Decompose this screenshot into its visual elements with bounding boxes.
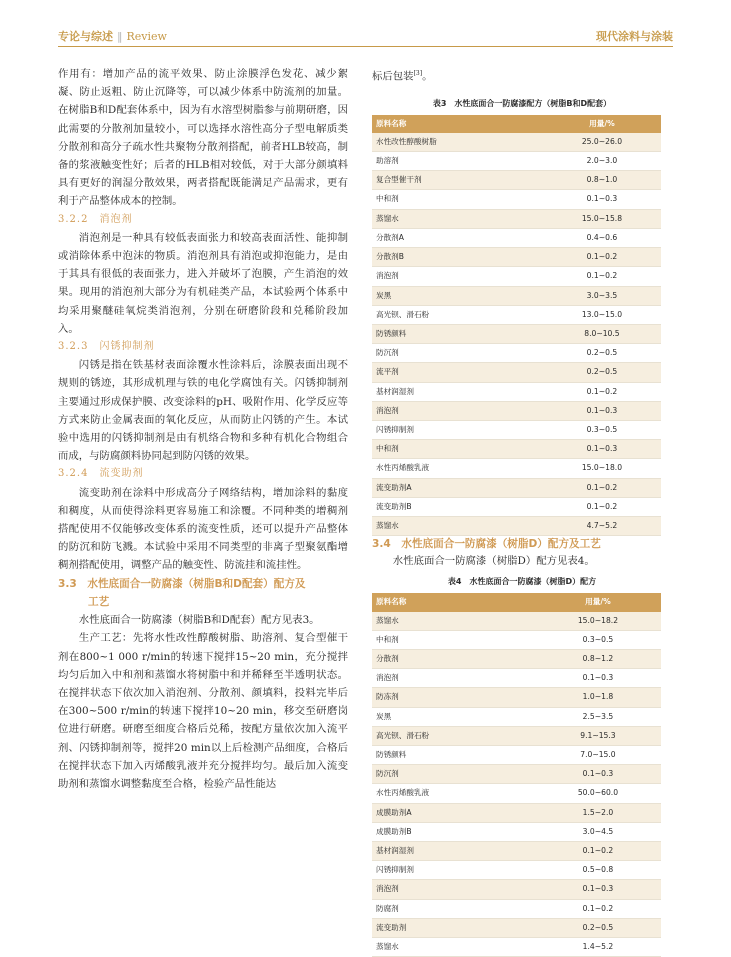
table-row xyxy=(372,861,661,880)
table4-amount-cell: 0.1~0.3 xyxy=(479,765,661,784)
table3-material-cell: 蒸馏水 xyxy=(372,516,487,535)
table-row xyxy=(372,286,661,305)
left-column xyxy=(58,65,348,793)
table4-material-cell: 高光钡、滑石粉 xyxy=(372,726,479,745)
table3-amount-cell: 0.1~0.2 xyxy=(487,267,661,286)
table-row xyxy=(372,516,661,535)
table-row xyxy=(372,133,661,152)
table-row xyxy=(372,612,661,631)
table4-material-cell: 防冻剂 xyxy=(372,688,479,707)
table3-material-cell: 中和剂 xyxy=(372,190,487,209)
table-row xyxy=(372,803,661,822)
table-row xyxy=(372,267,661,286)
table3-material-cell: 基材润湿剂 xyxy=(372,382,487,401)
table-row xyxy=(372,880,661,899)
table3-material-cell: 流变助剂A xyxy=(372,478,487,497)
table3-header-row xyxy=(372,115,661,133)
table4-amount-cell: 0.1~0.3 xyxy=(479,669,661,688)
table4-amount-cell: 50.0~60.0 xyxy=(479,784,661,803)
table4-material-cell: 水性丙烯酸乳液 xyxy=(372,784,479,803)
table3-amount-cell: 0.1~0.2 xyxy=(487,478,661,497)
table3-material-cell: 炭黑 xyxy=(372,286,487,305)
table3-amount-cell: 0.1~0.3 xyxy=(487,190,661,209)
packaging-text: 标后包装 xyxy=(372,70,414,83)
table4-amount-cell: 0.5~0.8 xyxy=(479,861,661,880)
table3-col-material: 原料名称 xyxy=(372,115,487,133)
table-row xyxy=(372,440,661,459)
table4-amount-cell: 0.2~0.5 xyxy=(479,918,661,937)
table4-amount-cell: 1.0~1.8 xyxy=(479,688,661,707)
table4-material-cell: 流变助剂 xyxy=(372,918,479,937)
section-3-3-title-cont: 工艺 xyxy=(88,595,110,608)
table-row xyxy=(372,382,661,401)
table-row xyxy=(372,171,661,190)
paragraph-table4-ref: 水性底面合一防腐漆（树脂D）配方见表4。 xyxy=(392,555,595,568)
subsection-3-2-2: 3.2.2 消泡剂 xyxy=(58,213,133,225)
table4-amount-cell: 0.3~0.5 xyxy=(479,630,661,649)
table-row xyxy=(372,630,661,649)
table-row xyxy=(372,420,661,439)
table3-material-cell: 防锈颜料 xyxy=(372,324,487,343)
table4-caption: 表4 水性底面合一防腐漆（树脂D）配方 xyxy=(447,577,597,587)
table4-material-cell: 消泡剂 xyxy=(372,880,479,899)
table3-amount-cell: 0.2~0.5 xyxy=(487,344,661,363)
table4-material-cell: 基材润湿剂 xyxy=(372,841,479,860)
table4-amount-cell: 0.1~0.3 xyxy=(479,880,661,899)
table-row xyxy=(372,938,661,957)
table-row xyxy=(372,669,661,688)
table3-material-cell: 高光钡、滑石粉 xyxy=(372,305,487,324)
section-separator: ‖ xyxy=(117,30,123,43)
table-row xyxy=(372,152,661,171)
table3-amount-cell: 15.0~18.0 xyxy=(487,459,661,478)
table3-material-cell: 流平剂 xyxy=(372,363,487,382)
section-3-3-title: 3.3 水性底面合一防腐漆（树脂B和D配套）配方及 xyxy=(58,577,306,590)
paragraph-flash-rust: 闪锈是指在铁基材表面涂覆水性涂料后，涂膜表面出现不规则的锈迹，其形成机理与铁的电化学腐蚀有关。闪锈抑制剂主要通过形成保护膜、改变涂料的pH、吸附作用、化学反应等方式来防止金属表面的氧化反应，从而防止闪锈的产生。本试验中选用的闪锈抑制剂是由有机络合物和多种有机化合物组合而成，与防腐颜料协同起到防闪锈的效果。 xyxy=(58,359,348,463)
table4-material-cell: 蒸馏水 xyxy=(372,938,479,957)
table3-material-cell: 水性改性醇酸树脂 xyxy=(372,133,487,152)
table3-material-cell: 闪锈抑制剂 xyxy=(372,420,487,439)
paragraph-defoamer: 消泡剂是一种具有较低表面张力和较高表面活性、能抑制或消除体系中泡沫的物质。消泡剂具有消泡或抑泡能力，是由于其具有很低的表面张力，进入并破坏了泡膜，产生消泡的效果。现用的消泡剂大部分为有机硅类产品，本试验两个体系中均采用聚醚硅氧烷类消泡剂，分别在研磨阶段和兑稀阶段加入。 xyxy=(58,231,348,335)
table-row xyxy=(372,765,661,784)
subsection-3-2-3: 3.2.3 闪锈抑制剂 xyxy=(58,341,155,353)
table3-amount-cell: 0.1~0.3 xyxy=(487,440,661,459)
table3-amount-cell: 8.0~10.5 xyxy=(487,324,661,343)
table4-amount-cell: 0.8~1.2 xyxy=(479,649,661,668)
table4-material-cell: 防锈颜料 xyxy=(372,745,479,764)
paragraph-process: 生产工艺：先将水性改性醇酸树脂、助溶剂、复合型催干剂在800~1 000 r/min的转速下搅拌15~20 min，充分搅拌均匀后加入中和剂和蒸馏水将树脂中和并稀释至半透明状态。在搅拌状态下依次加入消泡剂、分散剂、颜填料，投料完毕后在300~500 r/min的转速下搅拌10~20 min，移交至研磨岗位进行研磨。研磨至细度合格后兑稀，按配方量依次加入流平剂、闪锈抑制剂等，搅拌20 min以上后检测产品细度，合格后在搅拌状态下加入丙烯酸乳液并充分搅拌均匀。最后加入流变助剂和蒸馏水调整黏度至合格，检验产品性能达 xyxy=(58,632,348,790)
table3-material-cell: 消泡剂 xyxy=(372,401,487,420)
table-row xyxy=(372,190,661,209)
table3-amount-cell: 0.1~0.2 xyxy=(487,382,661,401)
table3-material-cell: 防沉剂 xyxy=(372,344,487,363)
table-row xyxy=(372,228,661,247)
table3-amount-cell: 0.1~0.3 xyxy=(487,401,661,420)
table3-material-cell: 蒸馏水 xyxy=(372,209,487,228)
table3-amount-cell: 13.0~15.0 xyxy=(487,305,661,324)
table3-body xyxy=(372,133,661,536)
journal-name: 现代涂料与涂装 xyxy=(596,30,673,43)
table-row xyxy=(372,305,661,324)
table3-material-cell: 分散剂B xyxy=(372,248,487,267)
section-label xyxy=(58,28,167,44)
table3-amount-cell: 0.4~0.6 xyxy=(487,228,661,247)
table-row xyxy=(372,324,661,343)
table-row xyxy=(372,745,661,764)
table3-amount-cell: 25.0~26.0 xyxy=(487,133,661,152)
page-header xyxy=(0,0,731,62)
right-column xyxy=(372,65,672,957)
table-row xyxy=(372,248,661,267)
reference-3: [3] xyxy=(413,70,423,77)
table3-col-amount: 用量/% xyxy=(487,115,661,133)
table3-amount-cell: 4.7~5.2 xyxy=(487,516,661,535)
table3-amount-cell: 0.1~0.2 xyxy=(487,248,661,267)
table3-material-cell: 流变助剂B xyxy=(372,497,487,516)
table4-amount-cell: 3.0~4.5 xyxy=(479,822,661,841)
table-row xyxy=(372,401,661,420)
paragraph-dispersant: 作用有：增加产品的流平效果、防止涂膜浮色发花、减少絮凝、防止返粗、防止沉降等，可以减少体系中防流剂的加量。在树脂B和D配套体系中，因为有水溶型树脂参与前期研磨，因此需要的分散剂加量较小，可以选择水溶性高分子型电解质类分散剂和高分子疏水性共聚物分散剂搭配，前者HLB较高，制备的浆液触变性好；后者的HLB相对较低，对于大部分颜填料具有更好的润湿分散效果，两者搭配既能满足产品需求，更有利于产品整体成本的控制。 xyxy=(58,68,348,208)
table3-material-cell: 助溶剂 xyxy=(372,152,487,171)
table4-material-cell: 成膜助剂B xyxy=(372,822,479,841)
table3-material-cell: 分散剂A xyxy=(372,228,487,247)
table4-material-cell: 中和剂 xyxy=(372,630,479,649)
table4-material-cell: 闪锈抑制剂 xyxy=(372,861,479,880)
paragraph-packaging xyxy=(372,65,672,86)
table-row xyxy=(372,822,661,841)
section-label-en: Review xyxy=(126,30,167,43)
table4-body xyxy=(372,612,661,957)
packaging-end: 。 xyxy=(422,70,433,83)
table-row xyxy=(372,459,661,478)
table-row xyxy=(372,688,661,707)
table4-material-cell: 消泡剂 xyxy=(372,669,479,688)
table3-caption: 表3 水性底面合一防腐漆配方（树脂B和D配套） xyxy=(432,98,612,108)
table-row xyxy=(372,478,661,497)
table4-header-row xyxy=(372,593,661,611)
table4-amount-cell: 9.1~15.3 xyxy=(479,726,661,745)
table3-amount-cell: 2.0~3.0 xyxy=(487,152,661,171)
table4-amount-cell: 1.4~5.2 xyxy=(479,938,661,957)
table4-col-amount: 用量/% xyxy=(479,593,661,611)
table-row xyxy=(372,649,661,668)
table3-amount-cell: 0.8~1.0 xyxy=(487,171,661,190)
header-rule xyxy=(58,46,673,47)
table3-material-cell: 中和剂 xyxy=(372,440,487,459)
table-row xyxy=(372,497,661,516)
table-row xyxy=(372,918,661,937)
table-row xyxy=(372,209,661,228)
table4-amount-cell: 15.0~18.2 xyxy=(479,612,661,631)
table-row xyxy=(372,344,661,363)
table-row xyxy=(372,726,661,745)
table3-amount-cell: 3.0~3.5 xyxy=(487,286,661,305)
table4-material-cell: 成膜助剂A xyxy=(372,803,479,822)
table4-amount-cell: 2.5~3.5 xyxy=(479,707,661,726)
table4-col-material: 原料名称 xyxy=(372,593,479,611)
paragraph-rheology: 流变助剂在涂料中形成高分子网络结构，增加涂料的黏度和稠度，从而使得涂料更容易施工和涂覆。不同种类的增稠剂搭配使用不仅能够改变体系的流变性质，还可以提升产品整体的防沉和防飞溅。本试验中采用不同类型的非离子型聚氨酯增稠剂搭配使用，调整产品的触变性、防流挂和流挂性。 xyxy=(58,486,348,572)
table4-material-cell: 蒸馏水 xyxy=(372,612,479,631)
table3 xyxy=(372,115,661,536)
table4-amount-cell: 1.5~2.0 xyxy=(479,803,661,822)
table4 xyxy=(372,593,661,957)
table3-material-cell: 水性丙烯酸乳液 xyxy=(372,459,487,478)
table4-amount-cell: 7.0~15.0 xyxy=(479,745,661,764)
table-row xyxy=(372,841,661,860)
table-row xyxy=(372,784,661,803)
table3-amount-cell: 0.2~0.5 xyxy=(487,363,661,382)
table-row xyxy=(372,363,661,382)
table4-material-cell: 防沉剂 xyxy=(372,765,479,784)
table4-material-cell: 炭黑 xyxy=(372,707,479,726)
paragraph-formula-ref: 水性底面合一防腐漆（树脂B和D配套）配方见表3。 xyxy=(78,614,320,627)
table3-amount-cell: 0.3~0.5 xyxy=(487,420,661,439)
table3-amount-cell: 15.0~15.8 xyxy=(487,209,661,228)
table4-amount-cell: 0.1~0.2 xyxy=(479,841,661,860)
subsection-3-2-4: 3.2.4 流变助剂 xyxy=(58,468,144,480)
table3-material-cell: 复合型催干剂 xyxy=(372,171,487,190)
section-label-cn: 专论与综述 xyxy=(58,30,113,43)
table4-material-cell: 分散剂 xyxy=(372,649,479,668)
table4-material-cell: 防腐剂 xyxy=(372,899,479,918)
table3-amount-cell: 0.1~0.2 xyxy=(487,497,661,516)
table3-material-cell: 消泡剂 xyxy=(372,267,487,286)
table4-amount-cell: 0.1~0.2 xyxy=(479,899,661,918)
section-3-4-title: 3.4 水性底面合一防腐漆（树脂D）配方及工艺 xyxy=(372,538,601,551)
table-row xyxy=(372,707,661,726)
